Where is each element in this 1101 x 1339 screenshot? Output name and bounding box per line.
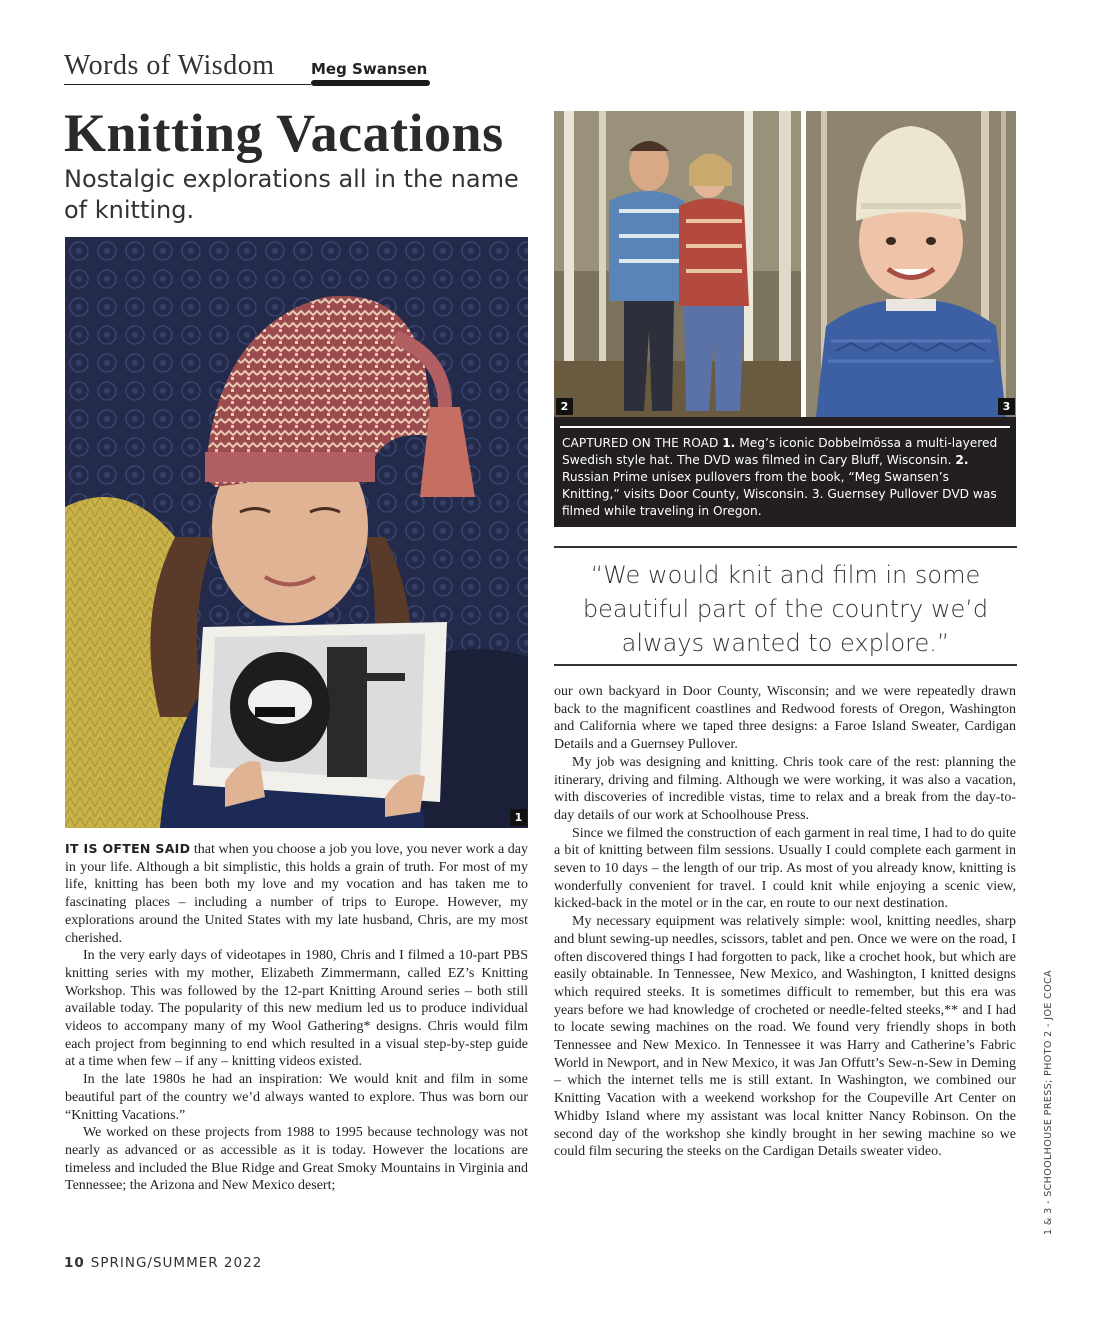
header-rule-bar	[311, 80, 430, 86]
header-rule	[64, 84, 311, 85]
photo-number-badge: 2	[556, 398, 573, 415]
body-column-left	[65, 840, 528, 1195]
caption-rule	[560, 426, 1010, 428]
photo-caption	[554, 417, 1016, 527]
body-paragraph: our own backyard in Door County, Wisconsin; and we were repeatedly drawn back to the magnificent coastlines and Redwood forests of Oregon, Washington and California where we taped three designs: a Faroe Island Sweater, Cardigan Details and a Guernsey Pullover.	[554, 684, 1016, 753]
body-paragraph: Since we filmed the construction of each garment in real time, I had to do quite a bit of knitting between film sessions. Usually I could complete each garment in seven to 10 days – the length of our trip. As most of you already know, knitting is wonderfully convenient for travel. I could knit while enjoying a scenic view, kicked-back in the motel or in the car, en route to our next destination.	[554, 825, 1016, 912]
body-paragraph: My necessary equipment was relatively simple: wool, knitting needles, sharp and blunt sewing-up needles, scissors, tablet and pen. Once we were on the road, I often discovered things I had forgotten to pack, like a crochet hook, but which are easily obtainable. In Tennessee, New Mexico, and Washington, I knitted designs which required steeks. It is sometimes difficult to remember, but this era was years before we had knowledge of crocheted or needle-felted steeks,** and I had to locate sewing machines on the road. We found very friendly shops in both Tennessee and New Mexico. In Tennessee it was Harry and Catherine’s Fabric World in Newport, and in New Mexico, it was Jan Offutt’s Sew-n-Sew in Deming – which the internet tells me is still extant. In Washington, we combined our Knitting Vacation with a weekend workshop for the Coupeville Art Center on Whidby Island where my assistant was local knitter Nancy Robinson. On the second day of the workshop she kindly brought in her sewing machine so we could film securing the steeks on the Cardigan Details sweater video.	[554, 914, 1016, 1160]
caption-text-2: Russian Prime unisex pullovers from the book, “Meg Swansen’s Knitting,” visits Door County, Wisconsin. 3. Guernsey Pullover DVD was filmed while traveling in Oregon.	[562, 470, 997, 518]
body-paragraph: In the very early days of videotapes in 1980, Chris and I filmed a 10-part PBS knitting series with my mother, Elizabeth Zimmermann, called EZ’s Knitting Workshop. This was followed by the 12-part Knitting Around series – both still available today. The popularity of this new medium led us to produce individual videos to accompany many of my Wool Gathering* designs. Chris would film each project from beginning to end which resulted in a visual step-by-step guide at a time when few – if any – knitting videos existed.	[65, 948, 528, 1070]
body-paragraph: In the late 1980s he had an inspiration: We would knit and film in some beautiful part of the country we’d always wanted to explore. Thus was born our “Knitting Vacations.”	[65, 1072, 528, 1123]
photo-child-guernsey	[806, 111, 1016, 417]
page-number: 10	[64, 1255, 85, 1271]
section-title: Words of Wisdom	[64, 50, 275, 81]
photo-knitted-hat	[65, 237, 528, 828]
caption-number-2: 2.	[955, 453, 969, 467]
photo-knitted-hat-illustration	[65, 237, 528, 828]
pull-quote	[554, 546, 1017, 666]
caption-lead: CAPTURED ON THE ROAD	[562, 436, 723, 450]
body-column-right	[554, 683, 1016, 1161]
issue-name: SPRING/SUMMER 2022	[90, 1255, 263, 1271]
folio	[64, 1255, 262, 1271]
photo-number-badge: 3	[998, 398, 1015, 415]
photo-credit: 1 & 3 - SCHOOLHOUSE PRESS; PHOTO 2 - JOE COCA	[1043, 969, 1054, 1235]
caption-number-1: 1.	[722, 436, 736, 450]
photo-couple-pullovers	[554, 111, 801, 417]
author-name: Meg Swansen	[311, 60, 428, 78]
body-paragraph: We worked on these projects from 1988 to 1995 because technology was not nearly as advanced or as accessible as it is today. However the locations are timeless and included the Blue Ridge and Great Smoky Mountains in Virginia and Tennessee; the Arizona and New Mexico desert;	[65, 1125, 528, 1194]
pull-quote-text: “We would knit and film in some beautiful part of the country we’d always wanted to explore.”	[582, 561, 989, 657]
caption-text-1: Meg’s iconic Dobbelmössa a multi-layered Swedish style hat. The DVD was filmed in Cary Bluff, Wisconsin.	[562, 436, 998, 467]
photo-child-illustration	[806, 111, 1016, 417]
body-text: that when you choose a job you love, you never work a day in your life. Although a bit simplistic, this holds a grain of truth. For most of my life, knitting has been both my love and my vocation and has taken me to fascinating places – including a number of trips to Europe. However, my explorations around the United States with my late husband, Chris, are my most cherished.	[65, 842, 528, 946]
deck: Nostalgic explorations all in the name of knitting.	[64, 165, 519, 224]
body-paragraph: My job was designing and knitting. Chris took care of the rest: planning the itinerary, driving and filming. Although we were working, it was also a vacation, with discoveries of incredible vistas, time to relax and a break from the day-to-day details of our work at Schoolhouse Press.	[554, 754, 1016, 823]
body-paragraph	[65, 840, 528, 947]
photo-couple-illustration	[554, 111, 801, 417]
headline: Knitting Vacations	[64, 103, 504, 163]
lead-in: IT IS OFTEN SAID	[65, 841, 191, 856]
section-header	[64, 48, 430, 90]
photo-number-badge: 1	[510, 809, 527, 826]
